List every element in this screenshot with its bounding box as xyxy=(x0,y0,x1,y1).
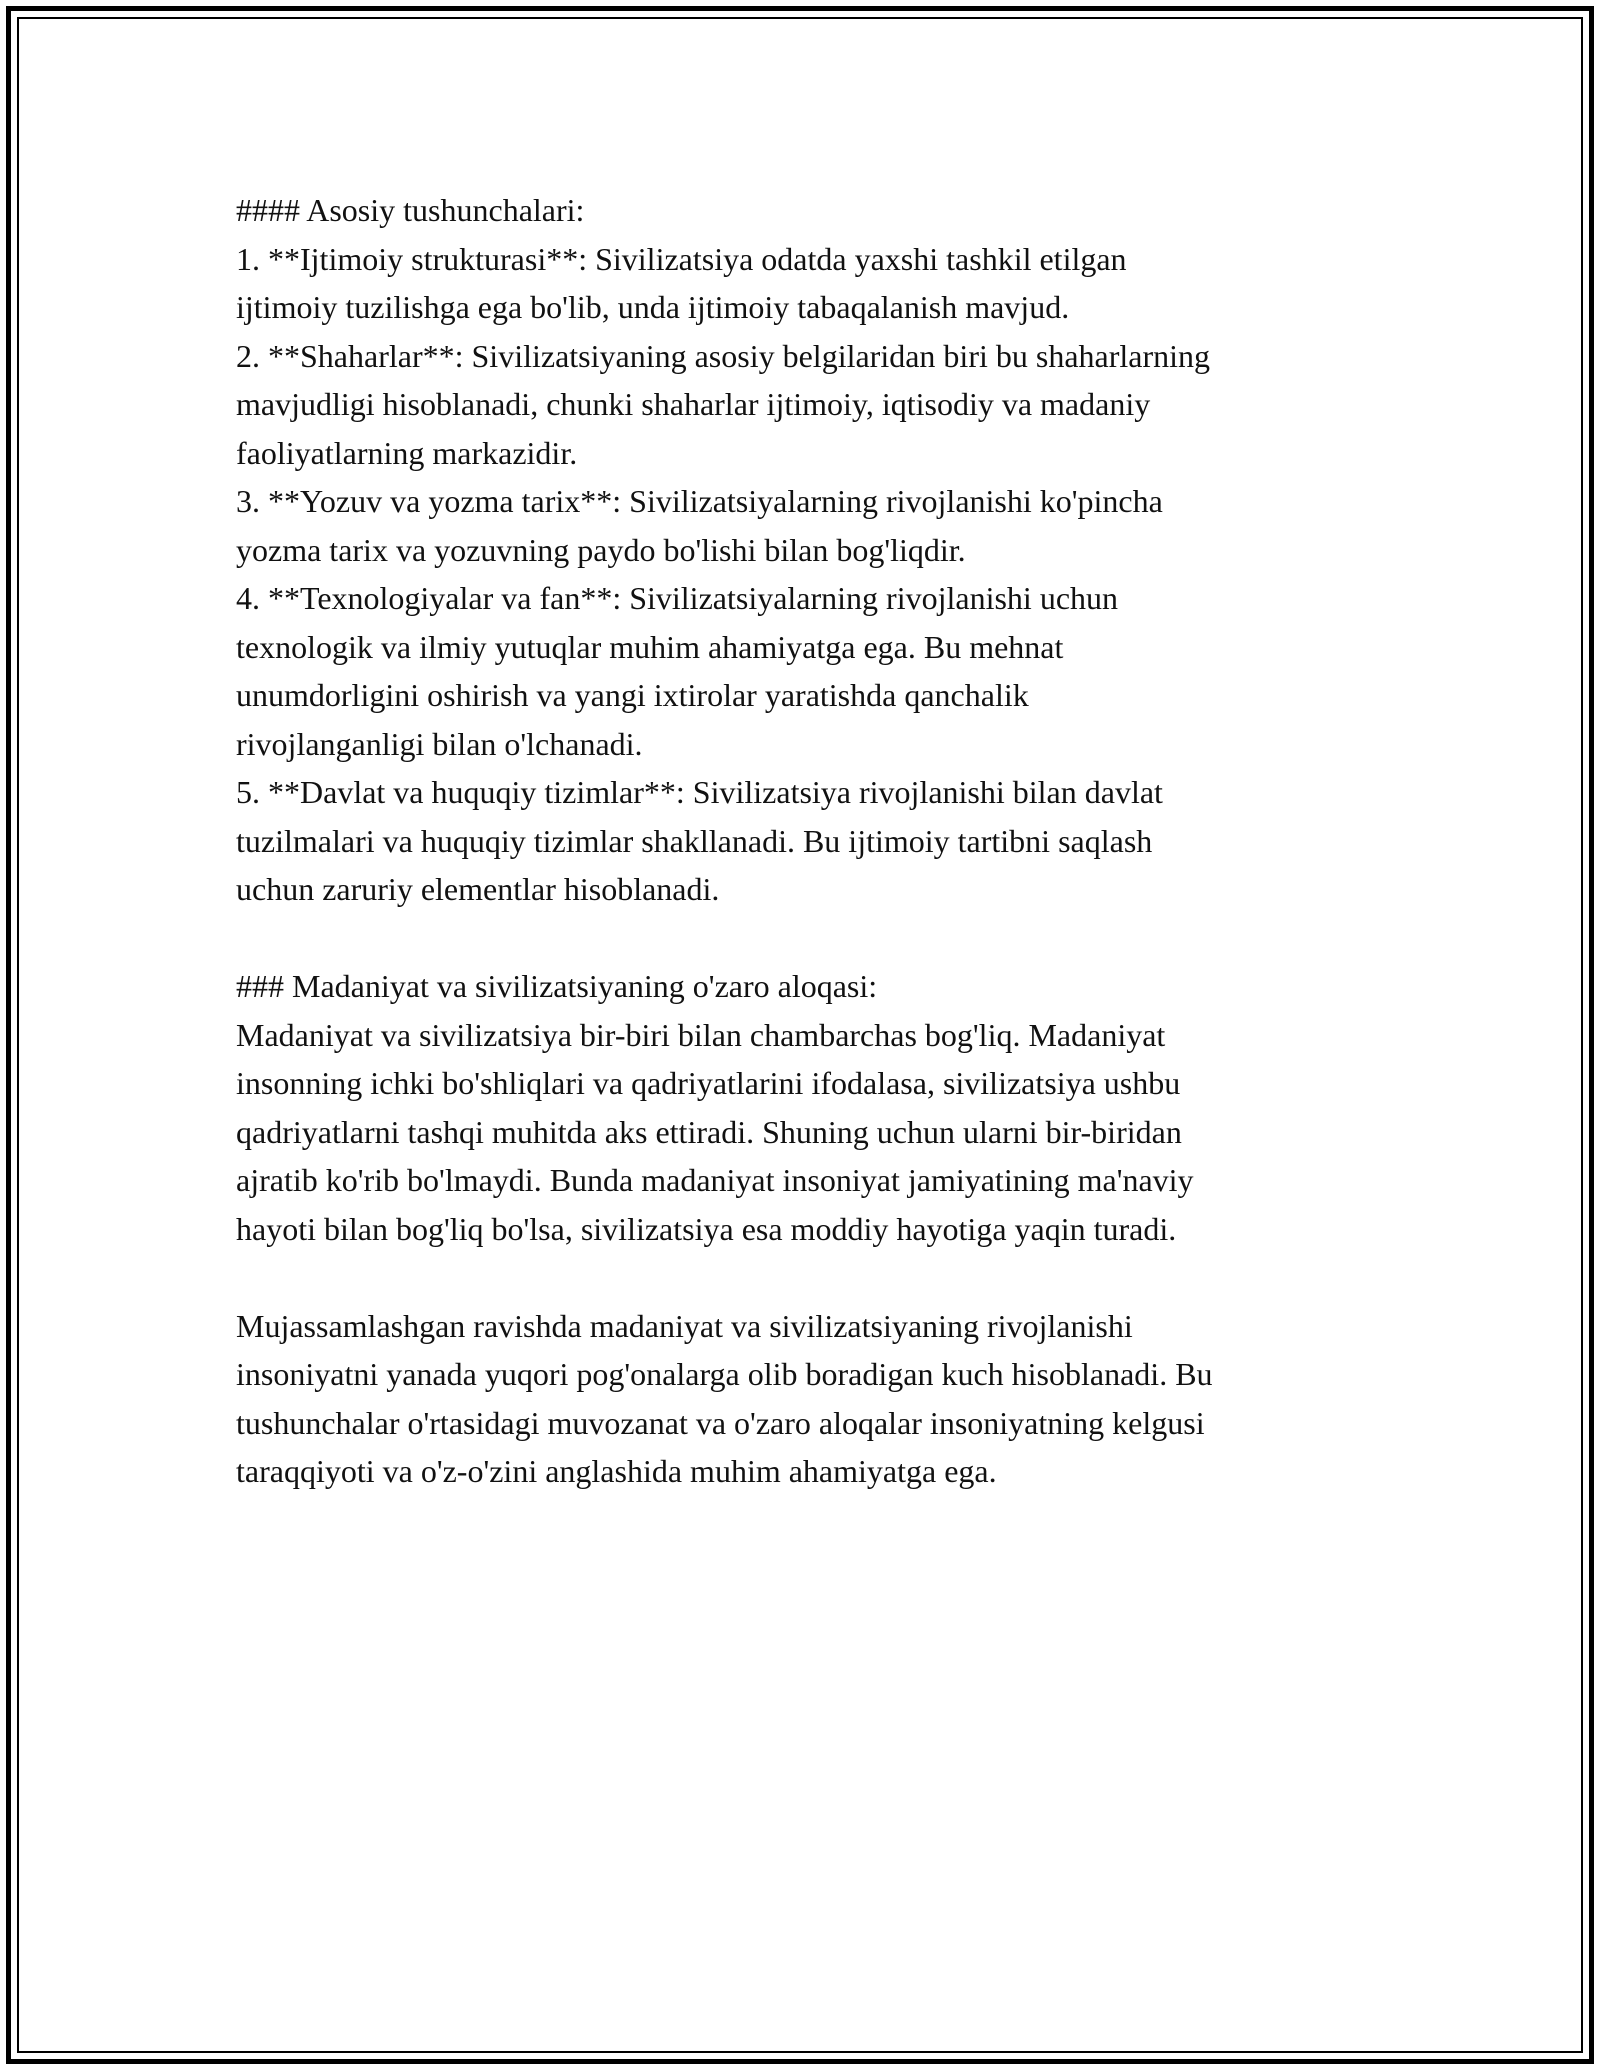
text-line: ijtimoiy tuzilishga ega bo'lib, unda ijtimoiy tabaqalanish mavjud. xyxy=(236,289,1070,325)
text-line: ajratib ko'rib bo'lmaydi. Bunda madaniyat insoniyat jamiyatining ma'naviy xyxy=(236,1162,1194,1198)
paragraph-gap xyxy=(236,914,1396,963)
text-line: 1. **Ijtimoiy strukturasi**: Sivilizatsiya odatda yaxshi tashkil etilgan xyxy=(236,240,1127,277)
document-body xyxy=(236,186,1396,1496)
text-line: rivojlanganligi bilan o'lchanadi. xyxy=(236,725,643,762)
section-heading: ### Madaniyat va sivilizatsiyaning o'zaro aloqasi: xyxy=(236,968,878,1004)
text-line: insonning ichki bo'shliqlari va qadriyatlarini ifodalasa, sivilizatsiya ushbu xyxy=(236,1065,1181,1101)
text-line: unumdorligini oshirish va yangi ixtirolar yaratishda qanchalik xyxy=(236,677,1029,713)
text-line: hayoti bilan bog'liq bo'lsa, sivilizatsiya esa moddiy hayotiga yaqin turadi. xyxy=(236,1210,1177,1247)
list-item xyxy=(236,477,1396,574)
paragraph-gap xyxy=(236,1253,1396,1302)
text-line: 2. **Shaharlar**: Sivilizatsiyaning asosiy belgilaridan biri bu shaharlarning xyxy=(236,337,1211,374)
list-item xyxy=(236,235,1396,332)
conclusion-paragraph xyxy=(236,1302,1396,1496)
text-line: uchun zaruriy elementlar hisoblanadi. xyxy=(236,871,720,907)
text-line: 3. **Yozuv va yozma tarix**: Sivilizatsiyalarning rivojlanishi ko'pincha xyxy=(236,483,1163,519)
text-line: Madaniyat va sivilizatsiya bir-biri bilan chambarchas bog'liq. Madaniyat xyxy=(236,1016,1166,1053)
text-line: taraqqiyoti va o'z-o'zini anglashida muhim ahamiyatga ega. xyxy=(236,1453,997,1489)
list-item xyxy=(236,332,1396,478)
text-line: qadriyatlarni tashqi muhitda aks ettiradi. Shuning uchun ularni bir-biridan xyxy=(236,1113,1182,1150)
text-line: Mujassamlashgan ravishda madaniyat va sivilizatsiyaning rivojlanishi xyxy=(236,1307,1133,1344)
text-line: 4. **Texnologiyalar va fan**: Sivilizatsiyalarning rivojlanishi uchun xyxy=(236,580,1119,616)
text-line: yozma tarix va yozuvning paydo bo'lishi bilan bog'liqdir. xyxy=(236,531,966,568)
text-line: insoniyatni yanada yuqori pog'onalarga olib boradigan kuch hisoblanadi. Bu xyxy=(236,1356,1213,1392)
text-line: tuzilmalari va huquqiy tizimlar shakllanadi. Bu ijtimoiy tartibni saqlash xyxy=(236,822,1153,859)
section-heading: #### Asosiy tushunchalari: xyxy=(236,192,585,228)
list-item xyxy=(236,574,1396,768)
section-relationship xyxy=(236,962,1396,1253)
section-basic-concepts xyxy=(236,186,1396,914)
text-line: faoliyatlarning markazidir. xyxy=(236,434,578,471)
text-line: mavjudligi hisoblanadi, chunki shaharlar ijtimoiy, iqtisodiy va madaniy xyxy=(236,386,1151,422)
text-line: 5. **Davlat va huquqiy tizimlar**: Sivilizatsiya rivojlanishi bilan davlat xyxy=(236,774,1163,810)
text-line: texnologik va ilmiy yutuqlar muhim ahamiyatga ega. Bu mehnat xyxy=(236,628,1064,665)
list-item xyxy=(236,768,1396,914)
text-line: tushunchalar o'rtasidagi muvozanat va o'zaro aloqalar insoniyatning kelgusi xyxy=(236,1404,1205,1441)
